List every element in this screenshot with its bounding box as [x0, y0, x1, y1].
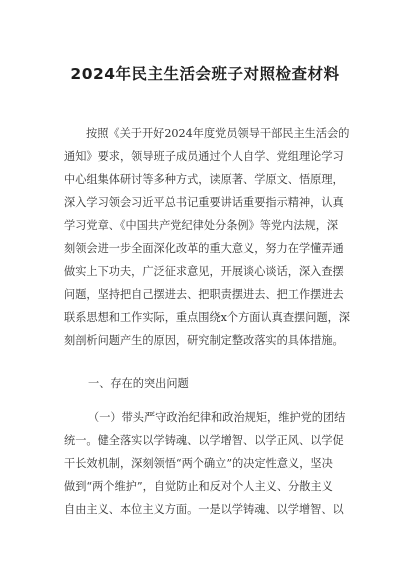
- paragraph-1-line: 通知》要求，领导班子成员通过个人自学、党组理论学习: [64, 150, 344, 163]
- paragraph-2-line: 做到“两个维护”，自觉防止和反对个人主义、分散主义: [64, 480, 333, 493]
- paragraph-1-line: 中心组集体研讨等多种方式，读原著、学原文、悟原理，: [64, 173, 344, 186]
- paragraph-1-line: 学习党章、《中国共产党纪律处分条例》等党内法规，深: [64, 219, 339, 232]
- paragraph-1-line: 按照《关于开好2024年度党员领导干部民主生活会的: [86, 127, 350, 140]
- paragraph-2-line: 自由主义、本位主义方面。一是以学铸魂、以学增智、以: [64, 503, 344, 516]
- paragraph-2-line: 统一。健全落实以学铸魂、以学增智、以学正风、以学促: [64, 434, 344, 447]
- paragraph-2-line: （一）带头严守政治纪律和政治规矩，维护党的团结: [88, 411, 346, 424]
- document-title: 2024年民主生活会班子对照检查材料: [70, 65, 340, 83]
- paragraph-1-line: 深入学习领会习近平总书记重要讲话重要指示精神，认真: [64, 196, 344, 209]
- paragraph-1-line: 联系思想和工作实际，重点围绕x个方面认真查摆问题，深: [64, 311, 350, 324]
- paragraph-1-line: 刻领会进一步全面深化改革的重大意义，努力在学懂弄通: [64, 242, 344, 255]
- paragraph-1-line: 刻剖析问题产生的原因，研究制定整改落实的具体措施。: [64, 334, 344, 347]
- section-heading: 一、存在的突出问题: [88, 377, 189, 390]
- paragraph-1-line: 做实上下功夫，广泛征求意见，开展谈心谈话，深入查摆: [64, 265, 344, 278]
- paragraph-1-line: 问题，坚持把自己摆进去、把职责摆进去、把工作摆进去: [64, 288, 344, 301]
- paragraph-2-line: 干长效机制，深刻领悟“两个确立”的决定性意义，坚决: [64, 457, 333, 470]
